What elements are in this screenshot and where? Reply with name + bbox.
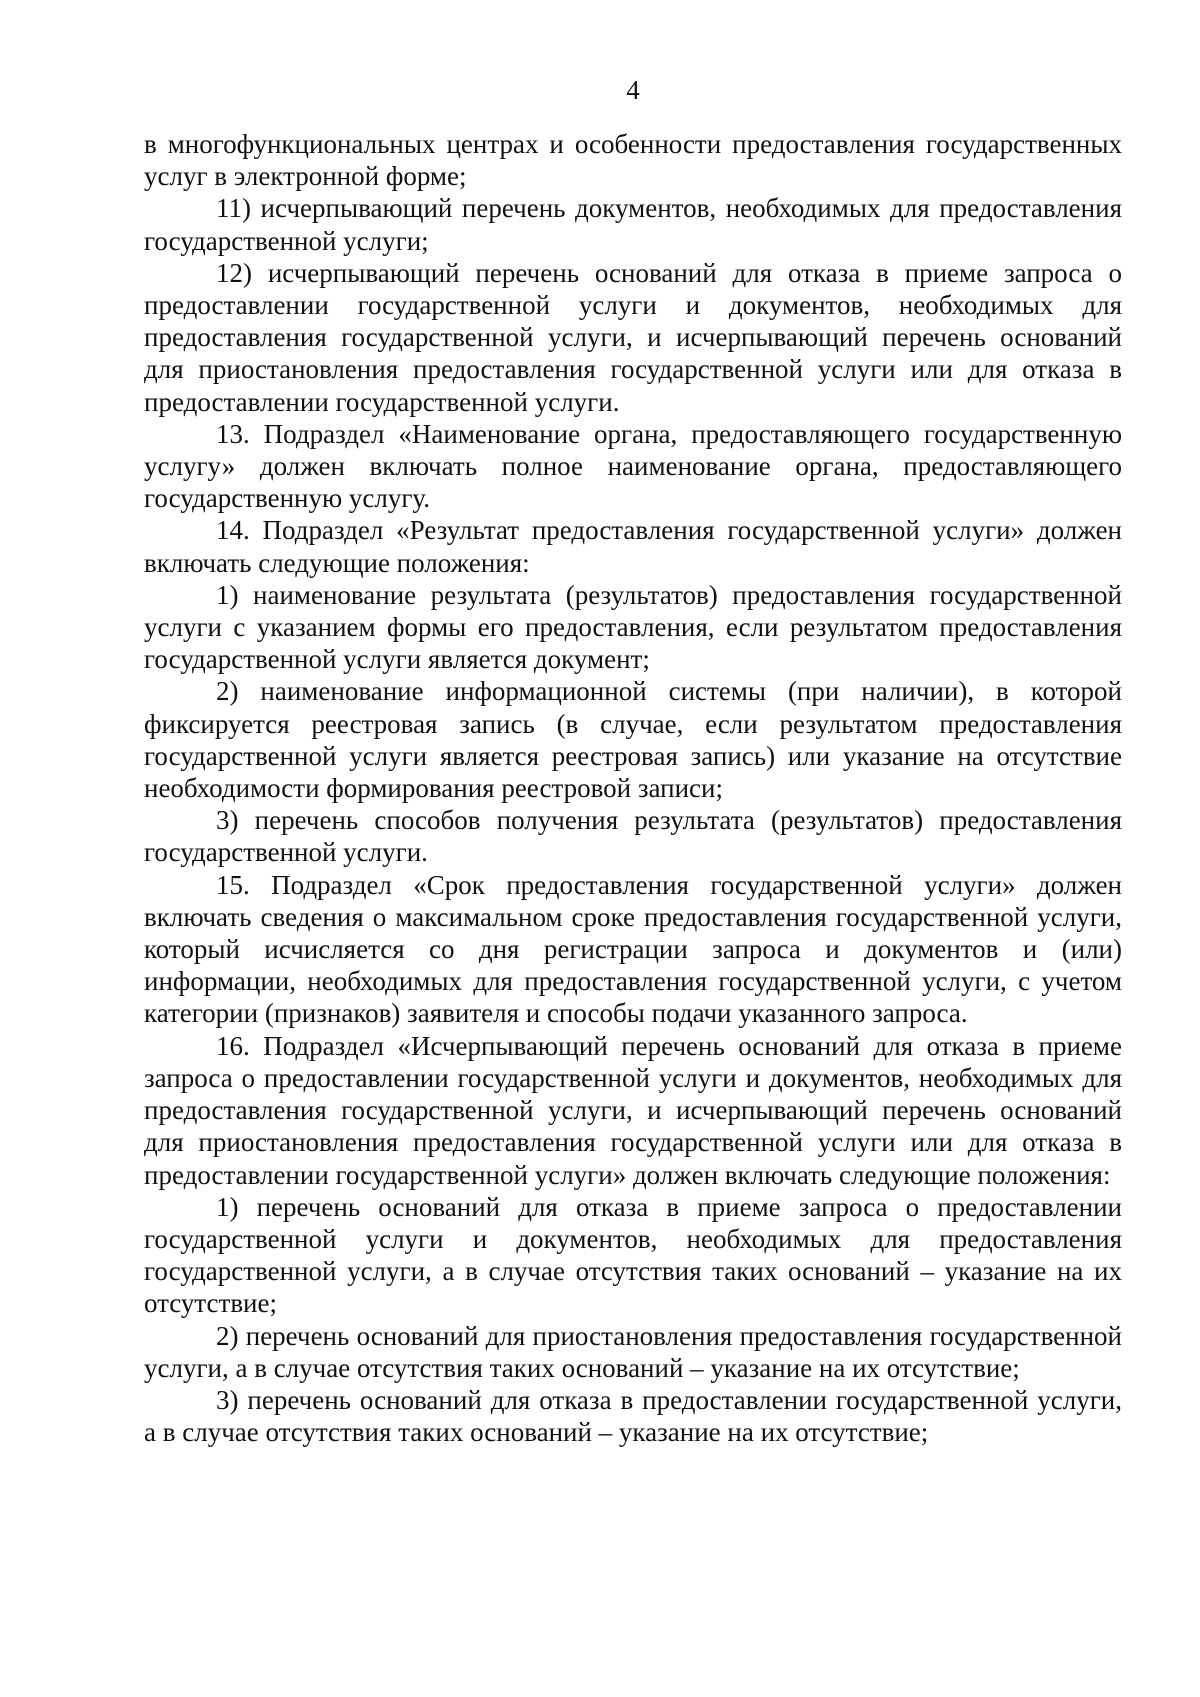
clause-14-item-2: 2) наименование информационной системы (при наличии), в которой фиксируется реестровая запись (в случае, если результатом предоставления государственной услуги является реестровая запись) или указание на отсутствие необходимости формирования реестровой записи; (144, 676, 1122, 804)
clause-16-item-2: 2) перечень оснований для приостановления предоставления государственной услуги, а в случае отсутствия таких оснований – указание на их отсутствие; (144, 1320, 1122, 1383)
clause-16-item-3: 3) перечень оснований для отказа в предоставлении государственной услуги, а в случае отсутствия таких оснований – указание на их отсутствие; (144, 1384, 1122, 1448)
paragraph-continuation: в многофункциональных центрах и особенности предоставления государственных услуг в электронной форме; (144, 129, 1122, 192)
page-number: 4 (626, 75, 640, 105)
clause-14-item-3: 3) перечень способов получения результата (результатов) предоставления государственной услуги. (144, 805, 1122, 868)
clause-16-item-1: 1) перечень оснований для отказа в приеме запроса о предоставлении государственной услуги и документов, необходимых для предоставления государственной услуги, а в случае отсутствия таких оснований – указание на их отсутствие; (144, 1191, 1122, 1319)
clause-13: 13. Подраздел «Наименование органа, предоставляющего государственную услугу» должен включать полное наименование органа, предоставляющего государственную услугу. (144, 418, 1122, 514)
clause-16: 16. Подраздел «Исчерпывающий перечень оснований для отказа в приеме запроса о предоставлении государственной услуги и документов, необходимых для предоставления государственной услуги, и исчерпывающий перечень оснований для приостановления предоставления государственной услуги или для отказа в предоставлении государственной услуги» должен включать следующие положения: (144, 1030, 1122, 1190)
list-item-11: 11) исчерпывающий перечень документов, необходимых для предоставления государственной услуги; (144, 193, 1122, 256)
document-body (144, 128, 1122, 1448)
list-item-12: 12) исчерпывающий перечень оснований для отказа в приеме запроса о предоставлении государственной услуги и документов, необходимых для предоставления государственной услуги, и исчерпывающий перечень оснований для приостановления предоставления государственной услуги или для отказа в предоставлении государственной услуги. (144, 257, 1122, 417)
clause-14: 14. Подраздел «Результат предоставления государственной услуги» должен включать следующие положения: (144, 515, 1122, 578)
clause-15: 15. Подраздел «Срок предоставления государственной услуги» должен включать сведения о максимальном сроке предоставления государственной услуги, который исчисляется со дня регистрации запроса и документов и (или) информации, необходимых для предоставления государственной услуги, с учетом категории (признаков) заявителя и способы подачи указанного запроса. (144, 869, 1122, 1029)
clause-14-item-1: 1) наименование результата (результатов) предоставления государственной услуги с указанием формы его предоставления, если результатом предоставления государственной услуги является документ; (144, 579, 1122, 675)
